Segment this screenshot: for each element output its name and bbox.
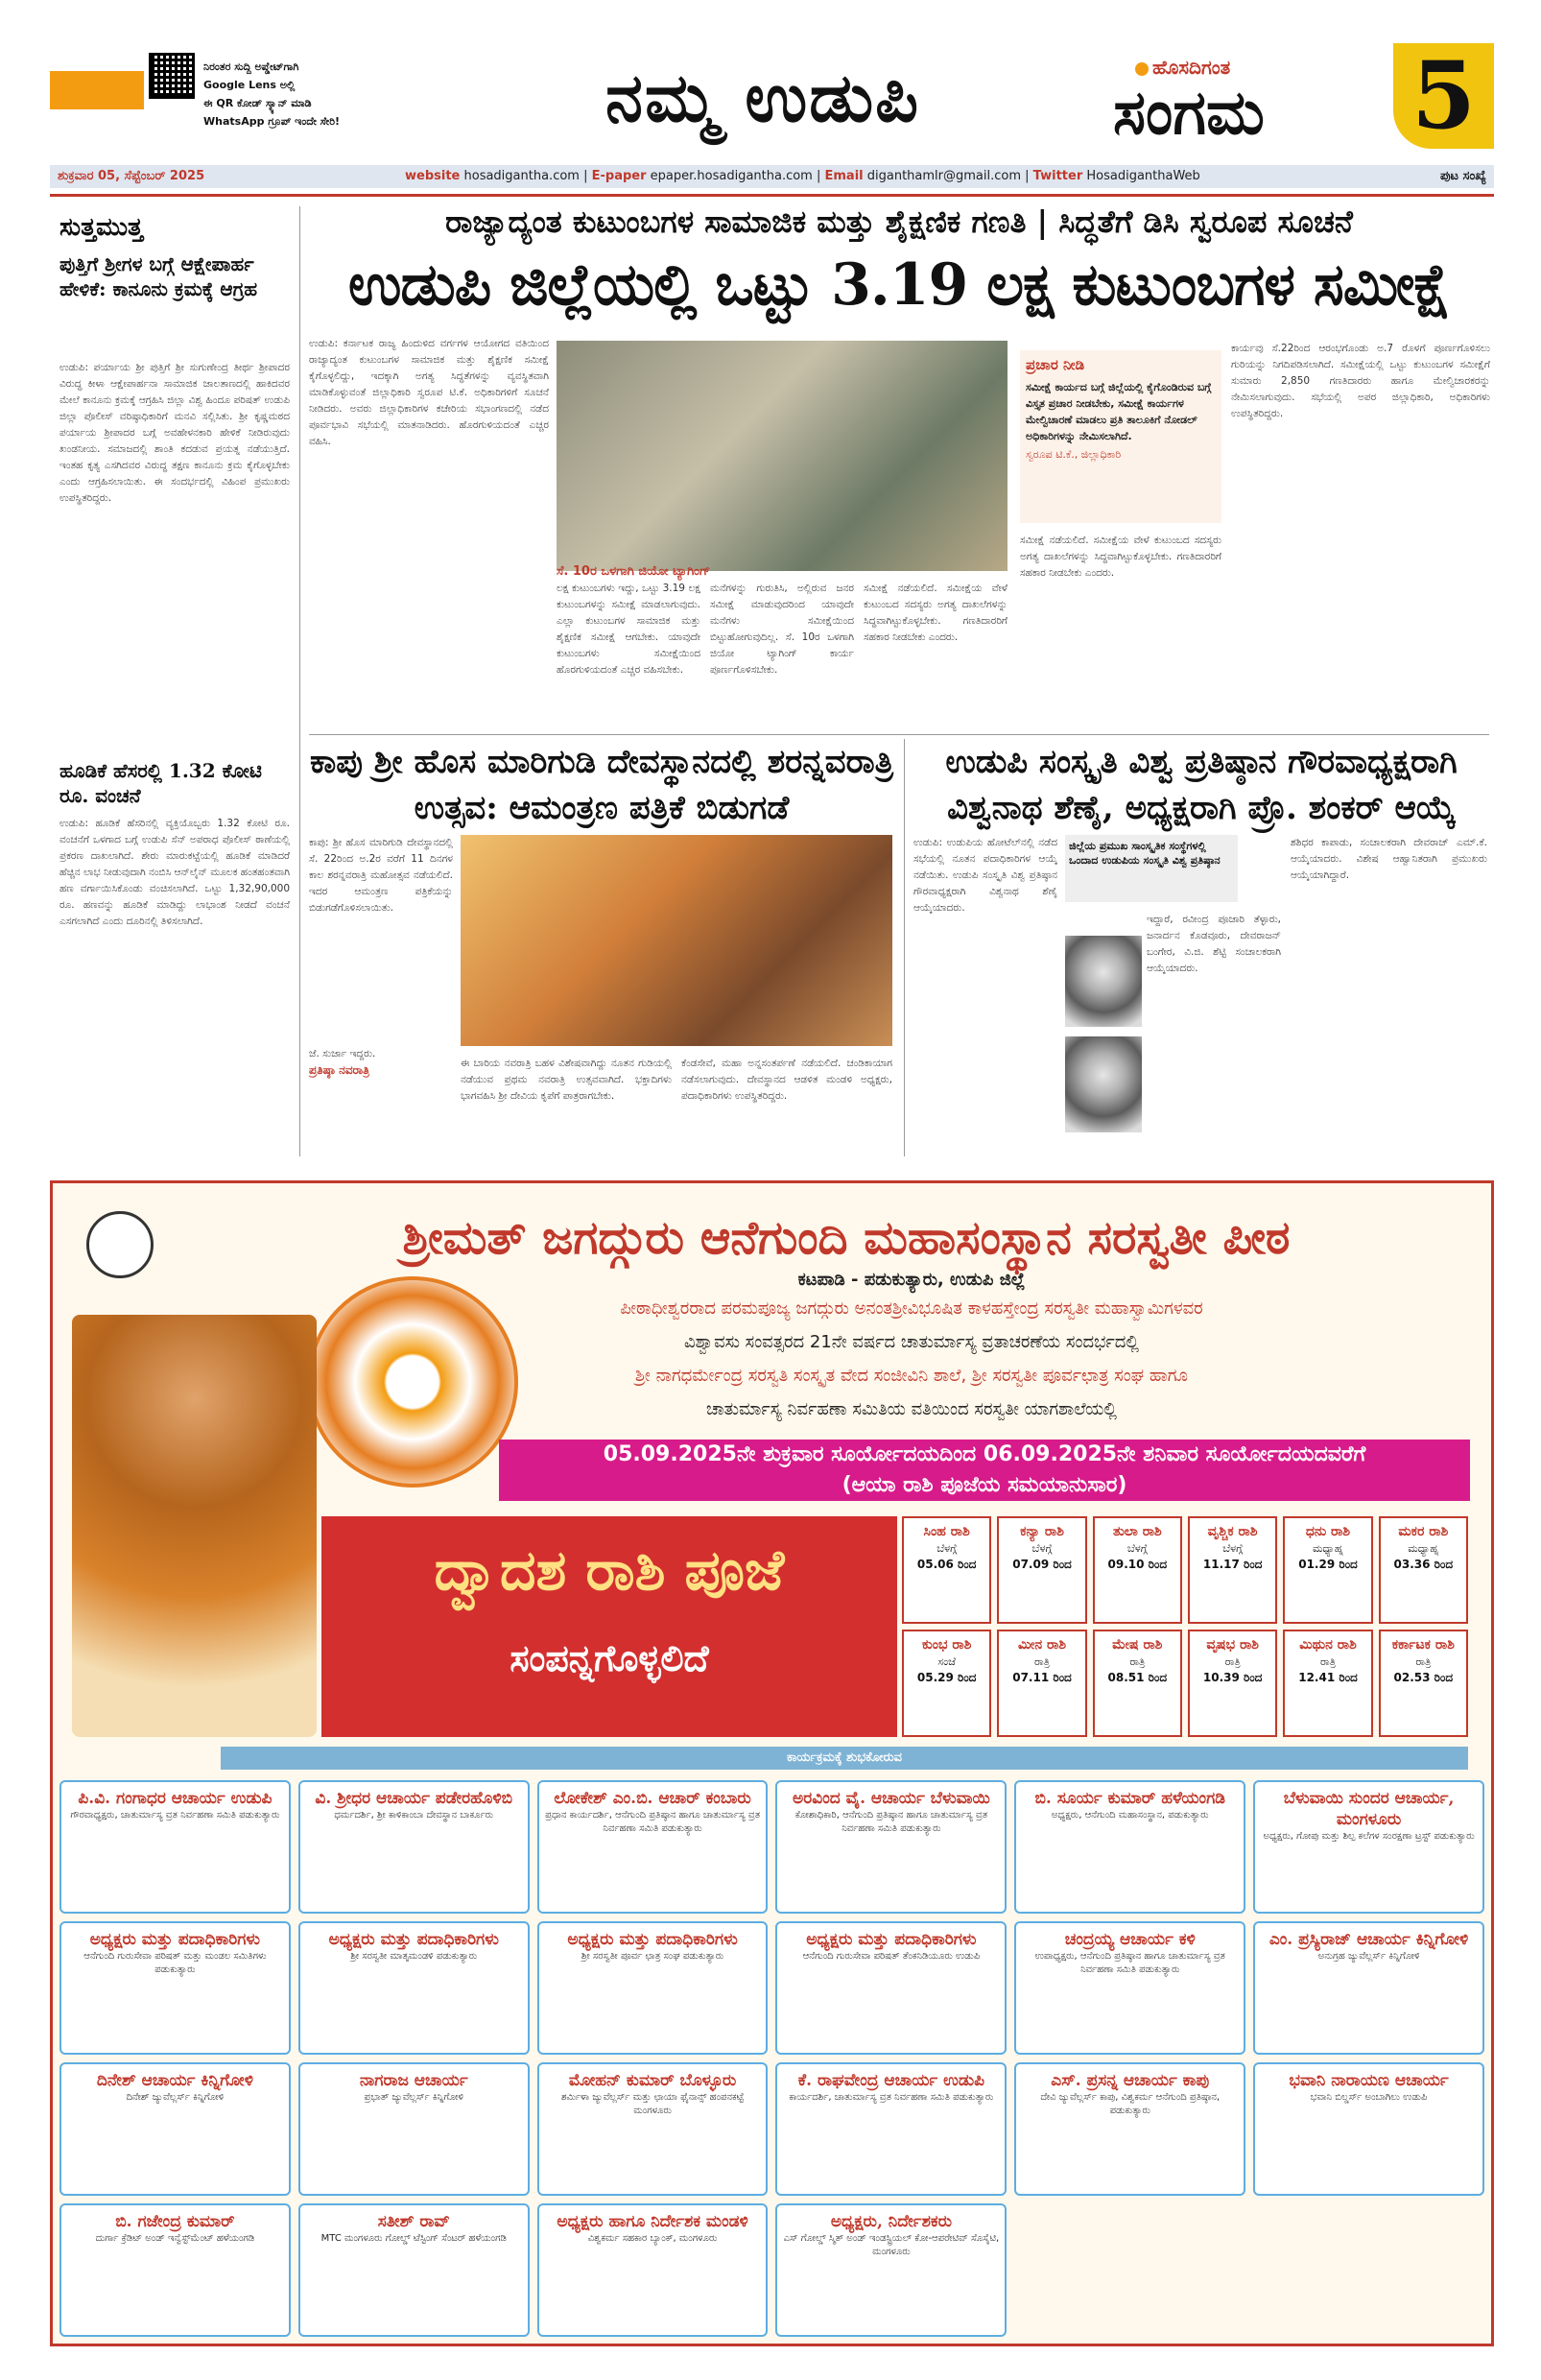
rashi-time: 11.17 ರಿಂದ [1202, 1558, 1263, 1571]
rashi-name: ವೃಷಭ ರಾಶಿ [1206, 1637, 1259, 1653]
sponsor-card [59, 1780, 291, 1914]
sponsor-name: ಸತೀಶ್ ರಾವ್ [377, 2212, 450, 2231]
sponsor-card [1014, 2062, 1245, 2196]
twitter-label: Twitter [1032, 169, 1083, 183]
sponsor-desc: ವಿಶ್ವಕರ್ಮ ಸಹಕಾರ ಬ್ಯಾಂಕ್, ಮಂಗಳೂರು [587, 2233, 718, 2244]
rashi-when: ರಾತ್ರಿ [1033, 1655, 1050, 1668]
sponsor-desc: ಕಾರ್ಯದರ್ಶಿ, ಚಾತುರ್ಮಾಸ್ಯ ವ್ರತ ನಿರ್ವಹಣಾ ಸಮಿತಿ ಪಡುಕುತ್ಯಾರು [789, 2092, 994, 2103]
sponsor-name: ನಾಗರಾಜ ಆಚಾರ್ಯ [359, 2071, 468, 2090]
sponsor-card [298, 1780, 530, 1914]
sponsor-name: ಅಧ್ಯಕ್ಷರು ಮತ್ತು ಪದಾಧಿಕಾರಿಗಳು [567, 1930, 738, 1949]
rashi-name: ಕರ್ಕಾಟಕ ರಾಶಿ [1391, 1637, 1455, 1653]
rashi-time: 10.39 ರಿಂದ [1202, 1671, 1263, 1684]
sponsor-name: ದಿನೇಶ್ ಆಚಾರ್ಯ ಕಿನ್ನಿಗೋಳಿ [96, 2071, 253, 2090]
kapu-body3: ಕೆಂಡಸೇವೆ, ಮಹಾ ಅನ್ನಸಂತರ್ಪಣೆ ನಡೆಯಲಿದೆ. ಚಂಡಿಕಾಯಾಗ ನಡೆಸಲಾಗುವುದು. ದೇವಸ್ಥಾನದ ಆಡಳಿತ ಮಂಡಳಿ ಅಧ್ಯಕ್ಷರು, ಪದಾಧಿಕಾರಿಗಳು ಉಪಸ್ಥಿತರಿದ್ದರು. [681, 1058, 892, 1102]
sponsor-card [775, 1780, 1007, 1914]
sponsor-card [1253, 2062, 1484, 2196]
rashi-time: 09.10 ರಿಂದ [1107, 1558, 1168, 1571]
date-line: 05.09.2025ನೇ ಶುಕ್ರವಾರ ಸೂರ್ಯೋದಯದಿಂದ 06.09.2025ನೇ ಶನಿವಾರ ಸೂರ್ಯೋದಯದವರೆಗೆ [603, 1442, 1366, 1466]
sponsor-card [537, 2062, 769, 2196]
sponsor-name: ವಿ. ಶ್ರೀಧರ ಆಚಾರ್ಯ ಪಡೇರಹೊಳಿಬಿ [315, 1789, 513, 1808]
rashi-when: ಬೆಳಗ್ಗೆ [936, 1542, 958, 1555]
sponsor-card [775, 2062, 1007, 2196]
sponsor-card [1014, 1780, 1245, 1914]
sidebar-story2-headline: ಹೂಡಿಕೆ ಹೆಸರಲ್ಲಿ 1.32 ಕೋಟಿ ರೂ. ವಂಚನೆ [59, 759, 262, 807]
kapu-subhead: ಪ್ರತಿಷ್ಠಾ ನವರಾತ್ರಿ [309, 1063, 369, 1077]
lead-body-col3: ಮನೆಗಳನ್ನು ಗುರುತಿಸಿ, ಅಲ್ಲಿರುವ ಜನರ ಸಮೀಕ್ಷೆ ಮಾಡುವುದರಿಂದ ಯಾವುದೇ ಮನೆಗಳು ಸಮೀಕ್ಷೆಯಿಂದ ಬಿಟ್ಟುಹೋಗುವುದಿಲ್ಲ. ಸೆ. 10ರ ಒಳಗಾಗಿ ಜಿಯೋ ಟ್ಯಾಗಿಂಗ್ ಕಾರ್ಯ ಪೂರ್ಣಗೊಳಿಸಬೇಕು. [710, 583, 854, 676]
qr-line: Google Lens ಅಲ್ಲಿ [203, 79, 296, 91]
brand-name: ಹೊಸದಿಗಂತ [1152, 56, 1231, 79]
rashi-tile [902, 1630, 991, 1737]
qr-instructions [203, 58, 443, 131]
ad-place: ಕಟಪಾಡಿ - ಪಡುಕುತ್ಯಾರು, ಉಡುಪಿ ಜಿಲ್ಲೆ [797, 1270, 1026, 1290]
sponsor-card [59, 2062, 291, 2196]
epaper-label: E-paper [591, 169, 647, 183]
rashi-tile [1093, 1630, 1182, 1737]
brand-logo [1135, 56, 1230, 79]
qr-line: ನಿರಂತರ ಸುದ್ದಿ ಅಪ್ಡೇಟ್‌ಗಾಗಿ [203, 60, 299, 73]
sponsor-desc: ಪ್ರಧಾನ ಕಾರ್ಯದರ್ಶಿ, ಆನೆಗುಂದಿ ಪ್ರತಿಷ್ಠಾನ ಹಾಗೂ ಚಾತುರ್ಮಾಸ್ಯ ವ್ರತ ನಿರ್ವಹಣಾ ಸಮಿತಿ ಪಡುಕುತ್ಯಾರು [545, 1810, 761, 1834]
sponsor-desc: ಧರ್ಮದರ್ಶಿ, ಶ್ರೀ ಕಾಳಿಕಾಂಬಾ ದೇವಸ್ಥಾನ ಬಾರ್ಕೂರು [334, 1810, 494, 1821]
kapu-photo [461, 835, 892, 1046]
rashi-when: ಮಧ್ಯಾಹ್ನ [1312, 1542, 1344, 1555]
rashi-when: ಮಧ್ಯಾಹ್ನ [1408, 1542, 1439, 1555]
qr-line: ಈ QR ಕೋಡ್ ಸ್ಕ್ಯಾನ್ ಮಾಡಿ [203, 97, 312, 109]
rashi-when: ರಾತ್ರಿ [1129, 1655, 1146, 1668]
rashi-when: ರಾತ್ರಿ [1319, 1655, 1336, 1668]
epaper-link[interactable]: epaper.hosadigantha.com [650, 169, 813, 183]
sponsor-desc: ಭವಾನಿ ಬಿಲ್ಡರ್ಸ್ ಅಂಬಾಗಿಲು ಉಡುಪಿ [1310, 2092, 1428, 2103]
rashi-name: ಕನ್ಯಾ ರಾಶಿ [1020, 1524, 1064, 1539]
sponsor-desc: MTC ಮಂಗಳೂರು ಗೋಲ್ಡ್ ಟೆಸ್ಟಿಂಗ್ ಸೆಂಟರ್ ಹಳೆಯಂಗಡಿ [320, 2233, 507, 2244]
sponsor-desc: ಆನೆಗುಂದಿ ಗುರುಸೇವಾ ಪರಿಷತ್ ಮತ್ತು ಮಂಡಲ ಸಮಿತಿಗಳು ಪಡುಕುತ್ಯಾರು [83, 1951, 267, 1975]
rashi-tile [1283, 1516, 1372, 1624]
sponsor-name: ಬಿ. ಸೂರ್ಯ ಕುಮಾರ್ ಹಳೆಯಂಗಡಿ [1034, 1789, 1225, 1808]
rashi-time: 08.51 ರಿಂದ [1107, 1671, 1168, 1684]
page-title: ನಮ್ಮ ಉಡುಪಿ [605, 58, 920, 137]
sponsor-grid [59, 1780, 1484, 2337]
contact-links: website hosadigantha.com | E-paper epaper.hosadigantha.com | Email diganthamlr@gmail.com | Twitter HosadiganthaWeb [405, 169, 1200, 183]
ad-line: ಶ್ರೀ ನಾಗಧರ್ಮೇಂದ್ರ ಸರಸ್ವತಿ ಸಂಸ್ಕೃತ ವೇದ ಸಂಜೀವಿನಿ ಶಾಲೆ, ಶ್ರೀ ಸರಸ್ವತೀ ಪೂರ್ವಛಾತ್ರ ಸಂಘ ಹಾಗೂ [635, 1366, 1188, 1386]
promo-box [1020, 350, 1221, 523]
rashi-time: 12.41 ರಿಂದ [1298, 1671, 1358, 1684]
emblem-icon [86, 1211, 154, 1278]
sponsor-desc: ಎಸ್ ಗೋಲ್ಡ್ ಸ್ಮಿತ್ ಅಂಡ್ ಇಂಡಸ್ಟ್ರಿಯಲ್ ಕೋ-ಆಪರೇಟಿವ್ ಸೊಸೈಟಿ, ಮಂಗಳೂರು [783, 2233, 1000, 2257]
rashi-tile [1379, 1516, 1468, 1624]
sponsor-name: ಬಿ. ಗಜೇಂದ್ರ ಕುಮಾರ್ [115, 2212, 235, 2231]
rashi-time: 03.36 ರಿಂದ [1393, 1558, 1454, 1571]
rashi-when: ಸಂಜೆ [937, 1655, 956, 1668]
puja-box [321, 1516, 897, 1737]
rashi-tile [997, 1630, 1086, 1737]
lead-body-col2: ಲಕ್ಷ ಕುಟುಂಬಗಳು ಇದ್ದು, ಒಟ್ಟು 3.19 ಲಕ್ಷ ಕುಟುಂಬಗಳನ್ನು ಸಮೀಕ್ಷೆ ಮಾಡಲಾಗುವುದು. ಎಲ್ಲಾ ಕುಟುಂಬಗಳ ಸಾಮಾಜಿಕ ಮತ್ತು ಶೈಕ್ಷಣಿಕ ಸಮೀಕ್ಷೆ ಆಗಬೇಕು. ಯಾವುದೇ ಕುಟುಂಬಗಳು ಸಮೀಕ್ಷೆಯಿಂದ ಹೊರಗುಳಿಯದಂತೆ ಎಚ್ಚರ ವಹಿಸಬೇಕು. [557, 583, 700, 676]
column-rule [904, 739, 905, 1156]
lead-kicker: ರಾಜ್ಯಾದ್ಯಂತ ಕುಟುಂಬಗಳ ಸಾಮಾಜಿಕ ಮತ್ತು ಶೈಕ್ಷಣಿಕ ಗಣತಿ | ಸಿದ್ಧತೆಗೆ ಡಿಸಿ ಸ್ವರೂಪ ಸೂಚನೆ [445, 203, 1353, 240]
sponsor-card [59, 1921, 291, 2055]
sponsor-name: ಅಧ್ಯಕ್ಷರು ಮತ್ತು ಪದಾಧಿಕಾರಿಗಳು [328, 1930, 499, 1949]
udupi-body2: ಇದ್ದಾರೆ, ರವೀಂದ್ರ ಪೂಜಾರಿ ತೆಳ್ಳಾರು, ಜನಾರ್ದನ ಕೊಡವೂರು, ದೇವರಾಜನ್ ಬಂಗೇರ, ವಿ.ಜಿ. ಶೆಟ್ಟಿ ಸಂಚಾಲಕರಾಗಿ ಆಯ್ಕೆಯಾದರು. [1147, 914, 1281, 974]
rashi-name: ವೃಶ್ಚಿಕ ರಾಶಿ [1207, 1524, 1258, 1539]
rashi-tile [1379, 1630, 1468, 1737]
rashi-time: 02.53 ರಿಂದ [1393, 1671, 1454, 1684]
sponsor-card [775, 2203, 1007, 2337]
sponsor-name: ಎಂ. ಪ್ರಸ್ಯಿರಾಜ್ ಆಚಾರ್ಯ ಕಿನ್ನಿಗೋಳಿ [1268, 1930, 1469, 1949]
column-rule [299, 206, 300, 1156]
rashi-name: ಮೇಷ ರಾಶಿ [1112, 1637, 1163, 1653]
sponsor-name: ಎಸ್. ಪ್ರಸನ್ನ ಆಚಾರ್ಯ ಕಾಪು [1051, 2071, 1210, 2090]
sponsor-name: ಅಧ್ಯಕ್ಷರು ಹಾಗೂ ನಿರ್ದೇಶಕ ಮಂಡಳಿ [557, 2212, 748, 2231]
sponsor-card [537, 1780, 769, 1914]
sponsor-desc: ಕೋಶಾಧಿಕಾರಿ, ಆನೆಗುಂದಿ ಪ್ರತಿಷ್ಠಾನ ಹಾಗೂ ಚಾತುರ್ಮಾಸ್ಯ ವ್ರತ ನಿರ್ವಹಣಾ ಸಮಿತಿ ಪಡುಕುತ್ಯಾರು [794, 1810, 988, 1834]
sponsor-name: ಲೋಕೇಶ್ ಎಂ.ಬಿ. ಆಚಾರ್ ಕಂಬಾರು [554, 1789, 751, 1808]
sponsor-card [59, 2203, 291, 2337]
wishes-band: ಕಾರ್ಯಕ್ರಮಕ್ಕೆ ಶುಭಕೋರುವ [221, 1747, 1468, 1770]
qr-line: WhatsApp ಗ್ರೂಪ್ ಇಂದೇ ಸೇರಿ! [203, 115, 341, 128]
sponsor-desc: ಆನೆಗುಂದಿ ಗುರುಸೇವಾ ಪರಿಷತ್ ತೆಂಕನಿಡಿಯೂರು ಉಡುಪಿ [802, 1951, 981, 1962]
rashi-tile [1283, 1630, 1372, 1737]
sponsor-desc: ಶರ್ಮಿಳಾ ಜ್ಯುವೆಲ್ಲರ್ಸ್ ಮತ್ತು ಛಾಯಾ ಫೈನಾನ್ಸ್ ಹಂಪನಕಟ್ಟೆ ಮಂಗಳೂರು [560, 2092, 745, 2116]
rashi-tile [1093, 1516, 1182, 1624]
promo-text: ಸಮೀಕ್ಷೆ ಕಾರ್ಯದ ಬಗ್ಗೆ ಜಿಲ್ಲೆಯಲ್ಲಿ ಕೈಗೊಂಡಿರುವ ಬಗ್ಗೆ ವಿಸ್ತೃತ ಪ್ರಚಾರ ನೀಡಬೇಕು, ಸಮೀಕ್ಷೆ ಕಾರ್ಯಗಳ ಮೇಲ್ವಿಚಾರಣೆ ಮಾಡಲು ಪ್ರತಿ ತಾಲೂಕಿಗೆ ನೋಡಲ್ ಅಧಿಕಾರಿಗಳನ್ನು ನೇಮಿಸಲಾಗಿದೆ. [1026, 381, 1212, 442]
sponsor-desc: ದಿನೇಶ್ ಜ್ಯುವೆಲ್ಲರ್ಸ್ ಕಿನ್ನಿಗೋಳಿ [126, 2092, 225, 2103]
rashi-name: ಕುಂಭ ರಾಶಿ [921, 1637, 972, 1653]
email-label: Email [824, 169, 864, 183]
rashi-when: ರಾತ್ರಿ [1415, 1655, 1432, 1668]
section-title: ಸಂಗಮ [1113, 77, 1265, 149]
lead-headline: ಉಡುಪಿ ಜಿಲ್ಲೆಯಲ್ಲಿ ಒಟ್ಟು 3.19 ಲಕ್ಷ ಕುಟುಂಬಗಳ ಸಮೀಕ್ಷೆ [347, 251, 1451, 319]
rashi-time: 05.06 ರಿಂದ [916, 1558, 977, 1571]
portrait-photo [1065, 936, 1142, 1027]
rashi-name: ಧನು ರಾಶಿ [1305, 1524, 1351, 1539]
rashi-when: ರಾತ್ರಿ [1224, 1655, 1241, 1668]
sponsor-card [537, 1921, 769, 2055]
kapu-body2: ಈ ಬಾರಿಯ ನವರಾತ್ರಿ ಬಹಳ ವಿಶೇಷವಾಗಿದ್ದು ನೂತನ ಗುಡಿಯಲ್ಲಿ ನಡೆಯುವ ಪ್ರಥಮ ನವರಾತ್ರಿ ಉತ್ಸವವಾಗಿದೆ. ಭಕ್ತಾದಿಗಳು ಭಾಗವಹಿಸಿ ಶ್ರೀ ದೇವಿಯ ಕೃಪೆಗೆ ಪಾತ್ರರಾಗಬೇಕು. [461, 1058, 672, 1102]
page-label: ಪುಟ ಸಂಖ್ಯೆ [1439, 169, 1486, 183]
portrait-photo [1065, 1036, 1142, 1132]
sponsor-card [537, 2203, 769, 2337]
rashi-time: 07.11 ರಿಂದ [1012, 1671, 1072, 1684]
rashi-name: ಸಿಂಹ ರಾಶಿ [923, 1524, 970, 1539]
rashi-time: 07.09 ರಿಂದ [1012, 1558, 1072, 1571]
lead-body-col1: ಉಡುಪಿ: ಕರ್ನಾಟಕ ರಾಜ್ಯ ಹಿಂದುಳಿದ ವರ್ಗಗಳ ಆಯೋಗದ ವತಿಯಿಂದ ರಾಜ್ಯಾದ್ಯಂತ ಕುಟುಂಬಗಳ ಸಾಮಾಜಿಕ ಮತ್ತು ಶೈಕ್ಷಣಿಕ ಸಮೀಕ್ಷೆ ಕೈಗೊಳ್ಳಲಿದ್ದು, ಇದಕ್ಕಾಗಿ ಅಗತ್ಯ ಸಿದ್ಧತೆಗಳನ್ನು ವ್ಯವಸ್ಥಿತವಾಗಿ ಮಾಡಿಕೊಳ್ಳುವಂತೆ ಜಿಲ್ಲಾಧಿಕಾರಿ ಸ್ವರೂಪ ಟಿ.ಕೆ. ಅಧಿಕಾರಿಗಳಿಗೆ ಸೂಚನೆ ನೀಡಿದರು. ಅವರು ಜಿಲ್ಲಾಧಿಕಾರಿಗಳ ಕಚೇರಿಯ ಸಭಾಂಗಣದಲ್ಲಿ ನಡೆದ ಪೂರ್ವಭಾವಿ ಸಭೆಯಲ್ಲಿ ಮಾತನಾಡಿದರು. ಹೊರಗುಳಿಯದಂತೆ ಎಚ್ಚರ ವಹಿಸಿ. [309, 338, 549, 447]
udupi-factbox: ಜಿಲ್ಲೆಯ ಪ್ರಮುಖ ಸಾಂಸ್ಕೃತಿಕ ಸಂಸ್ಥೆಗಳಲ್ಲಿ ಒಂದಾದ ಉಡುಪಿಯ ಸಂಸ್ಕೃತಿ ವಿಶ್ವ ಪ್ರತಿಷ್ಠಾನ [1065, 835, 1238, 902]
sidebar-story1-body: ಉಡುಪಿ: ಪರ್ಯಾಯ ಶ್ರೀ ಪುತ್ತಿಗೆ ಶ್ರೀ ಸುಗುಣೇಂದ್ರ ತೀರ್ಥ ಶ್ರೀಪಾದರ ವಿರುದ್ಧ ಕೀಳಾ ಆಕ್ಷೇಪಾರ್ಹನಾ ಸಾಮಾಜಿಕ ಜಾಲತಾಣದಲ್ಲಿ ಹಾಕಿದವರ ಮೇಲೆ ಕಾನೂನು ಕ್ರಮಕ್ಕೆ ಆಗ್ರಹಿಸಿ ಜಿಲ್ಲಾ ವಿಶ್ವ ಹಿಂದೂ ಪರಿಷತ್ ಉಡುಪಿ ಜಿಲ್ಲಾ ಪೊಲೀಸ್ ವರಿಷ್ಠಾಧಿಕಾರಿಗೆ ಮನವಿ ಸಲ್ಲಿಸಿತು. ಶ್ರೀ ಕೃಷ್ಣಮಠದ ಪರ್ಯಾಯ ಶ್ರೀಪಾದರ ಬಗ್ಗೆ ಅವಹೇಳನಕಾರಿ ಹೇಳಿಕೆ ನೀಡಿರುವುದು ಖಂಡನೀಯ. ಸಮಾಜದಲ್ಲಿ ಶಾಂತಿ ಕದಡುವ ಪ್ರಯತ್ನ ನಡೆಯುತ್ತಿದೆ. ಇಂತಹ ಕೃತ್ಯ ಎಸಗಿದವರ ವಿರುದ್ಧ ತಕ್ಷಣ ಕಾನೂನು ಕ್ರಮ ಕೈಗೊಳ್ಳಬೇಕು ಎಂದು ಆಗ್ರಹಿಸಲಾಯಿತು. ಈ ಸಂದರ್ಭದಲ್ಲಿ ವಿಹಿಂಪ ಪ್ರಮುಖರು ಉಪಸ್ಥಿತರಿದ್ದರು. [59, 362, 290, 504]
kapu-headline: ಕಾಪು ಶ್ರೀ ಹೊಸ ಮಾರಿಗುಡಿ ದೇವಸ್ಥಾನದಲ್ಲಿ ಶರನ್ನವರಾತ್ರಿ ಉತ್ಸವ: ಆಮಂತ್ರಣ ಪತ್ರಿಕೆ ಬಿಡುಗಡೆ [309, 743, 894, 827]
rashi-tile [1188, 1630, 1277, 1737]
rashi-tile [997, 1516, 1086, 1624]
lead-body-col4: ಸಮೀಕ್ಷೆ ನಡೆಯಲಿದೆ. ಸಮೀಕ್ಷೆಯ ವೇಳೆ ಕುಟುಂಬದ ಸದಸ್ಯರು ಅಗತ್ಯ ದಾಖಲೆಗಳನ್ನು ಸಿದ್ಧವಾಗಿಟ್ಟುಕೊಳ್ಳಬೇಕು. ಗಣತಿದಾರರಿಗೆ ಸಹಕಾರ ನೀಡಬೇಕು ಎಂದರು. [1020, 535, 1221, 579]
date-sub: (ಆಯಾ ರಾಶಿ ಪೂಜೆಯ ಸಮಯಾನುಸಾರ) [842, 1473, 1127, 1497]
sponsor-card [298, 1921, 530, 2055]
sponsor-desc: ದೇವಿ ಜ್ಯುವೆಲ್ಲರ್ಸ್ ಕಾಪು, ವಿಶ್ವಕರ್ಮ ಆನೆಗುಂದಿ ಪ್ರತಿಷ್ಠಾನ, ಪಡುಕುತ್ಯಾರು [1040, 2092, 1221, 2116]
sponsor-desc: ಅನುಗ್ರಹ ಜ್ಯುವೆಲ್ಲರ್ಸ್ ಕಿನ್ನಿಗೋಳಿ [1317, 1951, 1420, 1962]
sidebar-section-title: ಸುತ್ತಮುತ್ತ [59, 213, 144, 242]
lead-body-col5: ಕಾರ್ಯವು ಸೆ.22ರಿಂದ ಆರಂಭಗೊಂಡು ಅ.7 ರೊಳಗೆ ಪೂರ್ಣಗೊಳಿಸಲು ಗುರಿಯನ್ನು ನಿಗದಿಪಡಿಸಲಾಗಿದೆ. ಸಮೀಕ್ಷೆಯಲ್ಲಿ ಒಟ್ಟು ಕುಟುಂಬಗಳ ಸಮೀಕ್ಷೆಗೆ ಸುಮಾರು 2,850 ಗಣತಿದಾರರು ಹಾಗೂ ಮೇಲ್ವಿಚಾರಕರನ್ನು ನೇಮಿಸಲಾಗುವುದು. ಸಭೆಯಲ್ಲಿ ಅಪರ ಜಿಲ್ಲಾಧಿಕಾರಿ, ಅಧಿಕಾರಿಗಳು ಉಪಸ್ಥಿತರಿದ್ದರು. [1231, 343, 1490, 419]
website-link[interactable]: hosadigantha.com [463, 169, 580, 183]
rashi-time: 05.29 ರಿಂದ [916, 1671, 977, 1684]
ad-line: ಪೀಠಾಧೀಶ್ವರರಾದ ಪರಮಪೂಜ್ಯ ಜಗದ್ಗುರು ಅನಂತಶ್ರೀವಿಭೂಷಿತ ಕಾಳಹಸ್ತೇಂದ್ರ ಸರಸ್ವತೀ ಮಹಾಸ್ವಾಮಿಗಳವರ [620, 1298, 1203, 1319]
udupi-headline: ಉಡುಪಿ ಸಂಸ್ಕೃತಿ ವಿಶ್ವ ಪ್ರತಿಷ್ಠಾನ ಗೌರವಾಧ್ಯಕ್ಷರಾಗಿ ವಿಶ್ವನಾಥ ಶೆಣೈ, ಅಧ್ಯಕ್ಷರಾಗಿ ಪ್ರೊ. ಶಂಕರ್ ಆಯ್ಕೆ [945, 743, 1458, 827]
rashi-when: ಬೆಳಗ್ಗೆ [1031, 1542, 1053, 1555]
kapu-caption: ಜೆ. ಸುರ್ಜಾ ಇದ್ದರು. [309, 1048, 376, 1059]
sponsor-desc: ಗೌರವಾಧ್ಯಕ್ಷರು, ಚಾತುರ್ಮಾಸ್ಯ ವ್ರತ ನಿರ್ವಹಣಾ ಸಮಿತಿ ಪಡುಕುತ್ಯಾರು [70, 1810, 280, 1821]
sponsor-card [1253, 1921, 1484, 2055]
date-band [499, 1440, 1470, 1501]
sponsor-desc: ಉಪಾಧ್ಯಕ್ಷರು, ಆನೆಗುಂದಿ ಪ್ರತಿಷ್ಠಾನ ಹಾಗೂ ಚಾತುರ್ಮಾಸ್ಯ ವ್ರತ ನಿರ್ವಹಣಾ ಸಮಿತಿ ಪಡುಕುತ್ಯಾರು [1034, 1951, 1225, 1975]
issue-date: ಶುಕ್ರವಾರ 05, ಸೆಪ್ಟೆಂಬರ್ 2025 [58, 169, 205, 183]
email-link[interactable]: diganthamlr@gmail.com [866, 169, 1022, 183]
divider [50, 194, 1494, 197]
sponsor-name: ಚಂದ್ರಯ್ಯ ಆಚಾರ್ಯ ಕಳಿ [1064, 1930, 1196, 1949]
swamiji-photo [72, 1315, 317, 1737]
promo-byline: ಸ್ವರೂಪ ಟಿ.ಕೆ., ಜಿಲ್ಲಾಧಿಕಾರಿ [1026, 448, 1122, 461]
rashi-when: ಬೆಳಗ್ಗೆ [1222, 1542, 1244, 1555]
sponsor-name: ಕೆ. ರಾಘವೇಂದ್ರ ಆಚಾರ್ಯ ಉಡುಪಿ [797, 2071, 985, 2090]
rashi-name: ಮೀನ ರಾಶಿ [1017, 1637, 1067, 1653]
meeting-photo [557, 341, 1008, 571]
rashi-time: 01.29 ರಿಂದ [1298, 1558, 1358, 1571]
sponsor-card [1253, 1780, 1484, 1914]
sponsor-name: ಅಧ್ಯಕ್ಷರು, ನಿರ್ದೇಶಕರು [830, 2212, 952, 2231]
rashi-grid [902, 1516, 1468, 1737]
rashi-name: ಮಿಥುನ ರಾಶಿ [1299, 1637, 1357, 1653]
sponsor-card [298, 2203, 530, 2337]
divider [309, 734, 1489, 735]
rashi-name: ತುಲಾ ರಾಶಿ [1112, 1524, 1162, 1539]
udupi-body3: ಶಶಿಧರ ಕಾಪಾಡು, ಸಂಚಾಲಕರಾಗಿ ದೇವರಾಜ್ ಎಮ್.ಕೆ. ಆಯ್ಕೆಯಾದರು. ವಿಶೇಷ ಆಹ್ವಾನಿತರಾಗಿ ಪ್ರಮುಖರು ಆಯ್ಕೆಯಾಗಿದ್ದಾರೆ. [1291, 837, 1487, 881]
sponsor-card [1014, 1921, 1245, 2055]
rashi-name: ಮಕರ ರಾಶಿ [1398, 1524, 1449, 1539]
sponsor-name: ಅಧ್ಯಕ್ಷರು ಮತ್ತು ಪದಾಧಿಕಾರಿಗಳು [806, 1930, 977, 1949]
udupi-body1: ಉಡುಪಿ: ಉಡುಪಿಯ ಹೋಟೆಲ್‌ನಲ್ಲಿ ನಡೆದ ಸಭೆಯಲ್ಲಿ ನೂತನ ಪದಾಧಿಕಾರಿಗಳ ಆಯ್ಕೆ ನಡೆಯಿತು. ಉಡುಪಿ ಸಂಸ್ಕೃತಿ ವಿಶ್ವ ಪ್ರತಿಷ್ಠಾನ ಗೌರವಾಧ್ಯಕ್ಷರಾಗಿ ವಿಶ್ವನಾಥ ಶೆಣೈ ಆಯ್ಕೆಯಾದರು. [913, 837, 1057, 914]
sponsor-card [298, 2062, 530, 2196]
sidebar-story2-body: ಉಡುಪಿ: ಹೂಡಿಕೆ ಹೆಸರಿನಲ್ಲಿ ವ್ಯಕ್ತಿಯೊಬ್ಬರು 1.32 ಕೋಟಿ ರೂ. ವಂಚನೆಗೆ ಒಳಗಾದ ಬಗ್ಗೆ ಉಡುಪಿ ಸೆನ್ ಅಪರಾಧ ಪೊಲೀಸ್ ಠಾಣೆಯಲ್ಲಿ ಪ್ರಕರಣ ದಾಖಲಾಗಿದೆ. ಶೇರು ಮಾರುಕಟ್ಟೆಯಲ್ಲಿ ಹೂಡಿಕೆ ಮಾಡಿದರೆ ಹೆಚ್ಚಿನ ಲಾಭ ನೀಡುವುದಾಗಿ ನಂಬಿಸಿ ಆನ್‌ಲೈನ್ ಮೂಲಕ ಹಂತಹಂತವಾಗಿ ಹಣ ವರ್ಗಾಯಿಸಿಕೊಂಡು ವಂಚಿಸಲಾಗಿದೆ. ಒಟ್ಟು 1,32,90,000 ರೂ. ಹಣವನ್ನು ಹೂಡಿಕೆ ಮಾಡಿದ್ದು ಲಾಭಾಂಶ ನೀಡದೆ ವಂಚನೆ ಎಸಗಲಾಗಿದೆ ಎಂದು ದೂರಿನಲ್ಲಿ ತಿಳಿಸಲಾಗಿದೆ. [59, 818, 290, 927]
ad-line: ಚಾತುರ್ಮಾಸ್ಯ ನಿರ್ವಹಣಾ ಸಮಿತಿಯ ವತಿಯಿಂದ ಸರಸ್ವತೀ ಯಾಗಶಾಲೆಯಲ್ಲಿ [706, 1399, 1117, 1419]
sponsor-desc: ಅಧ್ಯಕ್ಷರು, ಗೋಪು ಮತ್ತು ಶಿಲ್ಪ ಕಲೆಗಳ ಸಂರಕ್ಷಣಾ ಟ್ರಸ್ಟ್ ಪಡುಕುತ್ಯಾರು [1263, 1831, 1475, 1842]
sponsor-name: ಪಿ.ವಿ. ಗಂಗಾಧರ ಆಚಾರ್ಯ ಉಡುಪಿ [78, 1789, 273, 1808]
ad-title: ಶ್ರೀಮತ್ ಜಗದ್ಗುರು ಆನೆಗುಂದಿ ಮಹಾಸಂಸ್ಥಾನ ಸರಸ್ವತೀ ಪೀಠ [402, 1211, 1291, 1265]
sponsor-name: ಬೆಳುವಾಯಿ ಸುಂದರ ಆಚಾರ್ಯ, ಮಂಗಳೂರು [1283, 1789, 1455, 1829]
lead-body-col3b: ಸಮೀಕ್ಷೆ ನಡೆಯಲಿದೆ. ಸಮೀಕ್ಷೆಯ ವೇಳೆ ಕುಟುಂಬದ ಸದಸ್ಯರು ಅಗತ್ಯ ದಾಖಲೆಗಳನ್ನು ಸಿದ್ಧವಾಗಿಟ್ಟುಕೊಳ್ಳಬೇಕು. ಗಣತಿದಾರರಿಗೆ ಸಹಕಾರ ನೀಡಬೇಕು ಎಂದರು. [864, 583, 1008, 643]
twitter-link[interactable]: HosadiganthaWeb [1086, 169, 1200, 183]
sponsor-name: ಮೋಹನ್ ಕುಮಾರ್ ಬೊಳ್ಳೂರು [568, 2071, 737, 2090]
puja-subtitle: ಸಂಪನ್ನಗೊಳ್ಳಲಿದೆ [510, 1636, 709, 1679]
rashi-tile [902, 1516, 991, 1624]
sponsor-name: ಅರವಿಂದ ವೈ. ಆಚಾರ್ಯ ಬೆಳುವಾಯಿ [793, 1789, 990, 1808]
qr-code-icon[interactable] [149, 53, 195, 99]
sponsor-name: ಅಧ್ಯಕ್ಷರು ಮತ್ತು ಪದಾಧಿಕಾರಿಗಳು [89, 1930, 261, 1949]
sponsor-name: ಭವಾನಿ ನಾರಾಯಣ ಆಚಾರ್ಯ [1289, 2071, 1449, 2090]
puja-title: ದ್ವಾದಶ ರಾಶಿ ಪೂಜೆ [434, 1537, 785, 1603]
sponsor-card [775, 1921, 1007, 2055]
brand-dot-icon [1135, 62, 1149, 76]
sponsor-desc: ಶ್ರೀ ಸರಸ್ವತೀ ಪೂರ್ವ ಛಾತ್ರ ಸಂಘ ಪಡುಕುತ್ಯಾರು [581, 1951, 724, 1962]
info-strip [50, 165, 1494, 188]
sponsor-desc: ಅಧ್ಯಕ್ಷರು, ಆನೆಗುಂದಿ ಮಹಾಸಂಸ್ಥಾನ, ಪಡುಕುತ್ಯಾರು [1051, 1810, 1209, 1821]
website-label: website [405, 169, 461, 183]
sponsor-desc: ಪ್ರಭಾತ್ ಜ್ಯುವೆಲ್ಲರ್ಸ್ ಕಿನ್ನಿಗೋಳಿ [364, 2092, 463, 2103]
lead-subhead: ಸೆ. 10ರ ಒಳಗಾಗಿ ಜಿಯೋ ಟ್ಯಾಗಿಂಗ್ [557, 564, 711, 579]
promo-title: ಪ್ರಚಾರ ನೀಡಿ [1026, 356, 1085, 373]
sponsor-desc: ದುರ್ಗಾ ಕ್ರೆಡಿಟ್ ಅಂಡ್ ಇನ್ವೆಸ್ಟ್‌ಮೆಂಟ್ ಹಳೆಯಂಗಡಿ [95, 2233, 255, 2244]
sponsor-desc: ಶ್ರೀ ಸರಸ್ವತೀ ಮಾತೃಮಂಡಳಿ ಪಡುಕುತ್ಯಾರು [350, 1951, 478, 1962]
page-number: 5 [1393, 43, 1494, 149]
rashi-tile [1188, 1516, 1277, 1624]
sidebar-story1-headline: ಪುತ್ತಿಗೆ ಶ್ರೀಗಳ ಬಗ್ಗೆ ಆಕ್ಷೇಪಾರ್ಹ ಹೇಳಿಕೆ: ಕಾನೂನು ಕ್ರಮಕ್ಕೆ ಆಗ್ರಹ [59, 252, 258, 300]
masthead-color-block [50, 71, 144, 109]
ad-line: ವಿಶ್ವಾವಸು ಸಂವತ್ಸರದ 21ನೇ ವರ್ಷದ ಚಾತುರ್ಮಾಸ್ಯ ವ್ರತಾಚರಣೆಯ ಸಂದರ್ಭದಲ್ಲಿ [684, 1332, 1139, 1352]
kapu-body1: ಕಾಪು: ಶ್ರೀ ಹೊಸ ಮಾರಿಗುಡಿ ದೇವಸ್ಥಾನದಲ್ಲಿ ಸೆ. 22ರಿಂದ ಅ.2ರ ವರೆಗೆ 11 ದಿನಗಳ ಕಾಲ ಶರನ್ನವರಾತ್ರಿ ಮಹೋತ್ಸವ ನಡೆಯಲಿದೆ. ಇದರ ಆಮಂತ್ರಣ ಪತ್ರಿಕೆಯನ್ನು ಬಿಡುಗಡೆಗೊಳಿಸಲಾಯಿತು. [309, 837, 453, 914]
rashi-when: ಬೆಳಗ್ಗೆ [1126, 1542, 1148, 1555]
